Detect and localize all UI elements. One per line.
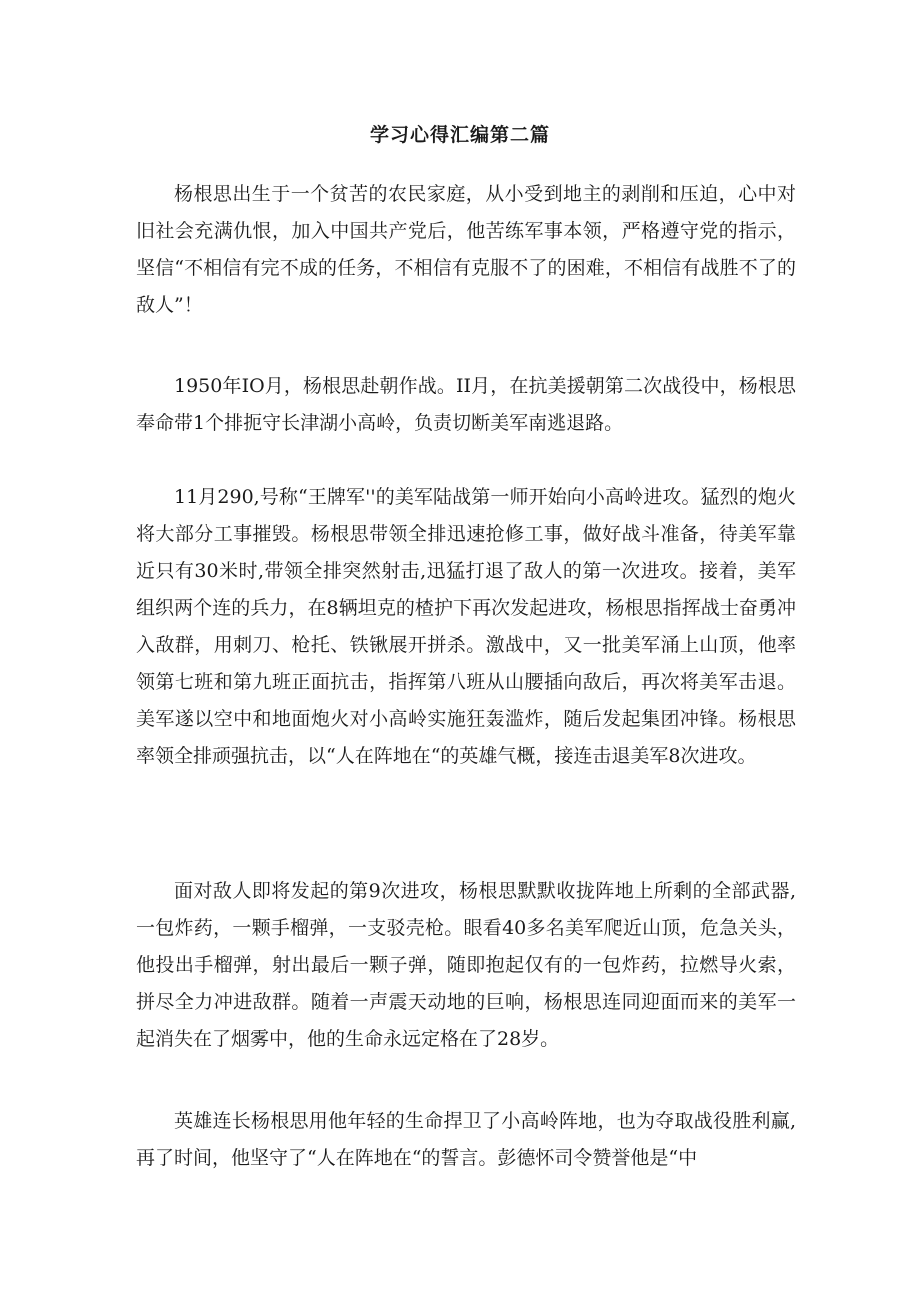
paragraph-early-life: 杨根思出生于一个贫苦的农民家庭，从小受到地主的剥削和压迫，心中对旧社会充满仇恨，加入中国共产党后，他苦练军事本领，严格遵守党的指示，坚信“不相信有完不成的任务，不相信有克服不了的困难，不相信有战胜不了的敌人”！	[136, 183, 796, 316]
paragraph-deployment: 1950年IO月，杨根思赴朝作战。II月，在抗美援朝第二次战役中，杨根思奉命带1个排扼守长津湖小高岭，负责切断美军南逃退路。	[136, 375, 796, 434]
paragraph-battle: 11月290,号称“王牌军''的美军陆战第一师开始向小高岭进攻。猛烈的炮火将大部分工事摧毁。杨根思带领全排迅速抢修工事，做好战斗准备，待美军靠近只有30米时,带领全排突然射击,迅猛打退了敌人的第一次进攻。接着，美军组织两个连的兵力，在8辆坦克的楂护下再次发起进攻，杨根思指挥战士奋勇冲入敌群，用刺刀、枪托、铁锹展开拼杀。激战中，又一批美军涌上山顶，他率领第七班和第九班正面抗击，指挥第八班从山腰插向敌后，再次将美军击退。美军遂以空中和地面炮火对小高岭实施狂轰滥炸，随后发起集团冲锋。杨根思率领全排顽强抗击，以“人在阵地在“的英雄气概，接连击退美军8次进攻。	[136, 486, 796, 767]
document-title: 学习心得汇编第二篇	[369, 124, 550, 146]
paragraph-legacy: 英雄连长杨根思用他年轻的生命捍卫了小高岭阵地，也为夺取战役胜利赢,再了时间，他坚守了“人在阵地在“的誓言。彭德怀司令赞誉他是“中	[136, 1110, 796, 1169]
paragraph-sacrifice: 面对敌人即将发起的第9次进攻，杨根思默默收拢阵地上所剩的全部武器,一包炸药，一颗手榴弹，一支驳壳枪。眼看40多名美军爬近山顶，危急关头，他投出手榴弹，射出最后一颗子弹，随即抱起仅有的一包炸药，拉燃导火索，拼尽全力冲进敌群。随着一声震天动地的巨响，杨根思连同迎面而来的美军一起消失在了烟雾中，他的生命永远定格在了28岁。	[136, 880, 796, 1050]
